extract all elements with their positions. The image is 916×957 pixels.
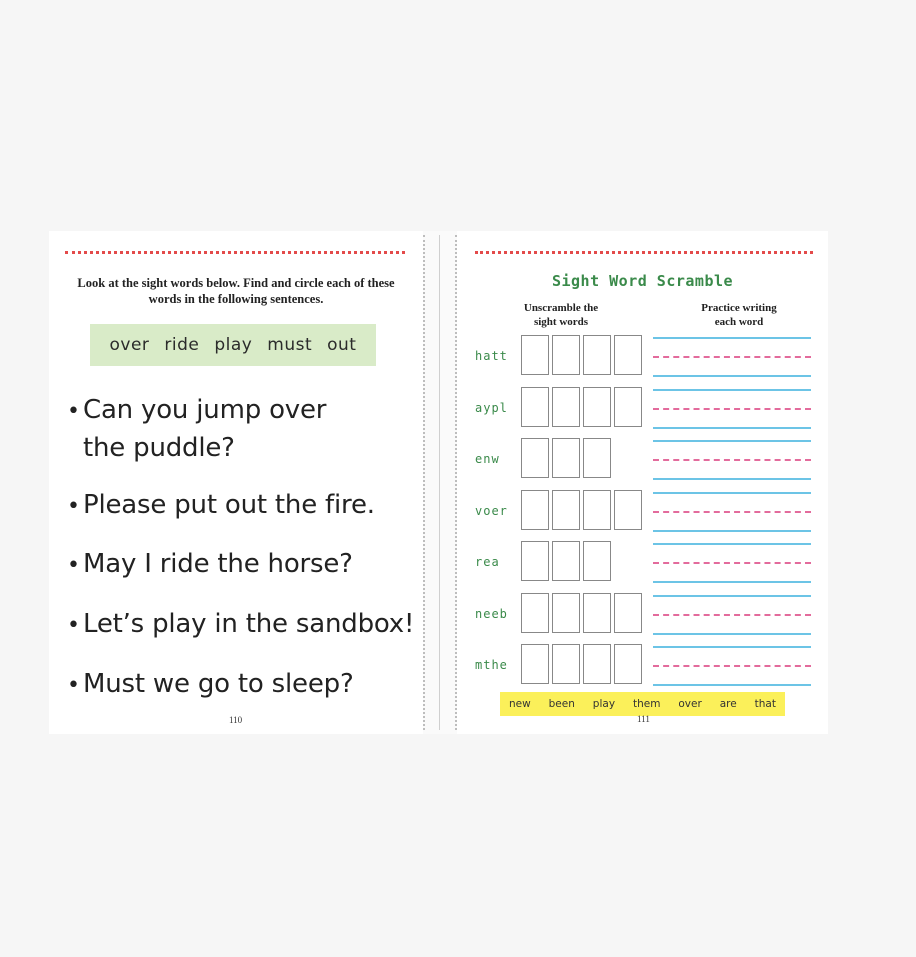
word-bank-word: play	[592, 698, 616, 710]
sentence-5	[67, 666, 354, 704]
letter-boxes	[521, 541, 611, 581]
midline-dashed	[653, 511, 811, 513]
instructions: Look at the sight words below. Find and circle each of these words in the following sentences.	[77, 276, 395, 306]
scramble-row	[457, 490, 828, 534]
scrambled-word: aypl	[475, 400, 508, 415]
writing-line	[653, 581, 811, 583]
letter-box[interactable]	[521, 490, 549, 530]
letter-box[interactable]	[614, 335, 642, 375]
page-number: 110	[229, 715, 243, 725]
writing-line	[653, 684, 811, 686]
word-bank-word: them	[632, 698, 661, 710]
bullet: •	[67, 553, 80, 578]
letter-box[interactable]	[521, 644, 549, 684]
letter-box[interactable]	[552, 490, 580, 530]
word-bank	[500, 692, 785, 716]
midline-dashed	[653, 562, 811, 564]
sentence-text: Must we go to sleep?	[83, 669, 354, 699]
bullet: •	[67, 613, 80, 638]
letter-box[interactable]	[614, 644, 642, 684]
dotted-rule	[65, 251, 405, 254]
letter-boxes	[521, 335, 642, 375]
letter-box[interactable]	[583, 541, 611, 581]
letter-boxes	[521, 387, 642, 427]
letter-box[interactable]	[521, 335, 549, 375]
bullet: •	[67, 494, 80, 519]
letter-box[interactable]	[552, 541, 580, 581]
writing-line	[653, 478, 811, 480]
column-header-line: sight words	[533, 316, 589, 328]
sentence-4	[67, 606, 414, 644]
letter-box[interactable]	[583, 644, 611, 684]
column-header-unscramble	[507, 301, 615, 329]
scrambled-word: voer	[475, 503, 508, 518]
handwriting-lines[interactable]	[653, 644, 811, 688]
scrambled-word: hatt	[475, 349, 508, 363]
handwriting-lines[interactable]	[653, 593, 811, 637]
letter-box[interactable]	[521, 438, 549, 478]
scramble-row	[457, 593, 828, 637]
sight-word: ride	[164, 335, 200, 355]
spine-fold	[439, 235, 440, 730]
page-title: Sight Word Scramble	[551, 272, 734, 290]
writing-line	[653, 427, 811, 429]
letter-box[interactable]	[521, 541, 549, 581]
letter-boxes	[521, 593, 642, 633]
letter-box[interactable]	[583, 335, 611, 375]
midline-dashed	[653, 408, 811, 410]
handwriting-lines[interactable]	[653, 490, 811, 534]
sentence-1	[67, 392, 326, 467]
sight-word-box	[90, 324, 376, 366]
handwriting-lines[interactable]	[653, 438, 811, 482]
sight-word: must	[267, 335, 313, 355]
letter-box[interactable]	[521, 593, 549, 633]
sentence-2	[67, 487, 375, 525]
scrambled-word: rea	[475, 555, 500, 569]
word-bank-word: been	[548, 698, 575, 710]
sight-word: over	[109, 335, 150, 355]
column-header-line: Practice writing	[701, 302, 777, 314]
word-bank-word: are	[719, 698, 737, 710]
letter-boxes	[521, 490, 642, 530]
word-bank-word: new	[508, 698, 531, 710]
sentence-3	[67, 546, 353, 584]
handwriting-lines[interactable]	[653, 387, 811, 431]
letter-box[interactable]	[552, 335, 580, 375]
writing-line	[653, 595, 811, 597]
dotted-rule	[475, 251, 813, 254]
sentence-text-continued: the puddle?	[83, 433, 235, 463]
writing-line	[653, 492, 811, 494]
letter-box[interactable]	[552, 438, 580, 478]
letter-box[interactable]	[614, 593, 642, 633]
letter-box[interactable]	[614, 490, 642, 530]
writing-line	[653, 543, 811, 545]
scrambled-word: neeb	[475, 606, 508, 621]
midline-dashed	[653, 665, 811, 667]
letter-boxes	[521, 438, 611, 478]
writing-line	[653, 440, 811, 442]
sentence-text: Can you jump over	[83, 395, 327, 425]
scramble-row	[457, 438, 828, 482]
writing-line	[653, 375, 811, 377]
scramble-row	[457, 644, 828, 688]
scramble-row	[457, 387, 828, 431]
book-spine	[423, 231, 457, 734]
column-header-line: each word	[714, 316, 764, 328]
scrambled-word: enw	[475, 452, 500, 466]
writing-line	[653, 337, 811, 339]
letter-box[interactable]	[521, 387, 549, 427]
letter-box[interactable]	[583, 593, 611, 633]
sentence-text: May I ride the horse?	[83, 549, 353, 579]
letter-box[interactable]	[552, 593, 580, 633]
letter-box[interactable]	[614, 387, 642, 427]
midline-dashed	[653, 459, 811, 461]
right-page	[457, 231, 828, 734]
midline-dashed	[653, 356, 811, 358]
letter-box[interactable]	[583, 387, 611, 427]
sight-word: out	[327, 335, 357, 355]
left-page	[49, 231, 423, 734]
writing-line	[653, 530, 811, 532]
bullet: •	[67, 673, 80, 698]
letter-boxes	[521, 644, 642, 684]
bullet: •	[67, 399, 80, 424]
page-number: 111	[637, 714, 650, 724]
writing-line	[653, 646, 811, 648]
scrambled-word: mthe	[475, 658, 508, 672]
handwriting-lines[interactable]	[653, 541, 811, 585]
scramble-row	[457, 541, 828, 585]
spine-dotted-line	[423, 235, 425, 730]
word-bank-word: that	[754, 698, 776, 710]
letter-box[interactable]	[583, 438, 611, 478]
writing-line	[653, 389, 811, 391]
column-header-line: Unscramble the	[523, 302, 599, 314]
column-header-practice	[679, 301, 799, 329]
letter-box[interactable]	[552, 644, 580, 684]
sentence-text: Let’s play in the sandbox!	[83, 609, 415, 639]
scramble-row	[457, 335, 828, 379]
writing-line	[653, 633, 811, 635]
handwriting-lines[interactable]	[653, 335, 811, 379]
midline-dashed	[653, 614, 811, 616]
letter-box[interactable]	[552, 387, 580, 427]
sentence-text: Please put out the fire.	[83, 490, 375, 520]
sight-word: play	[214, 335, 253, 355]
word-bank-word: over	[678, 698, 702, 710]
letter-box[interactable]	[583, 490, 611, 530]
